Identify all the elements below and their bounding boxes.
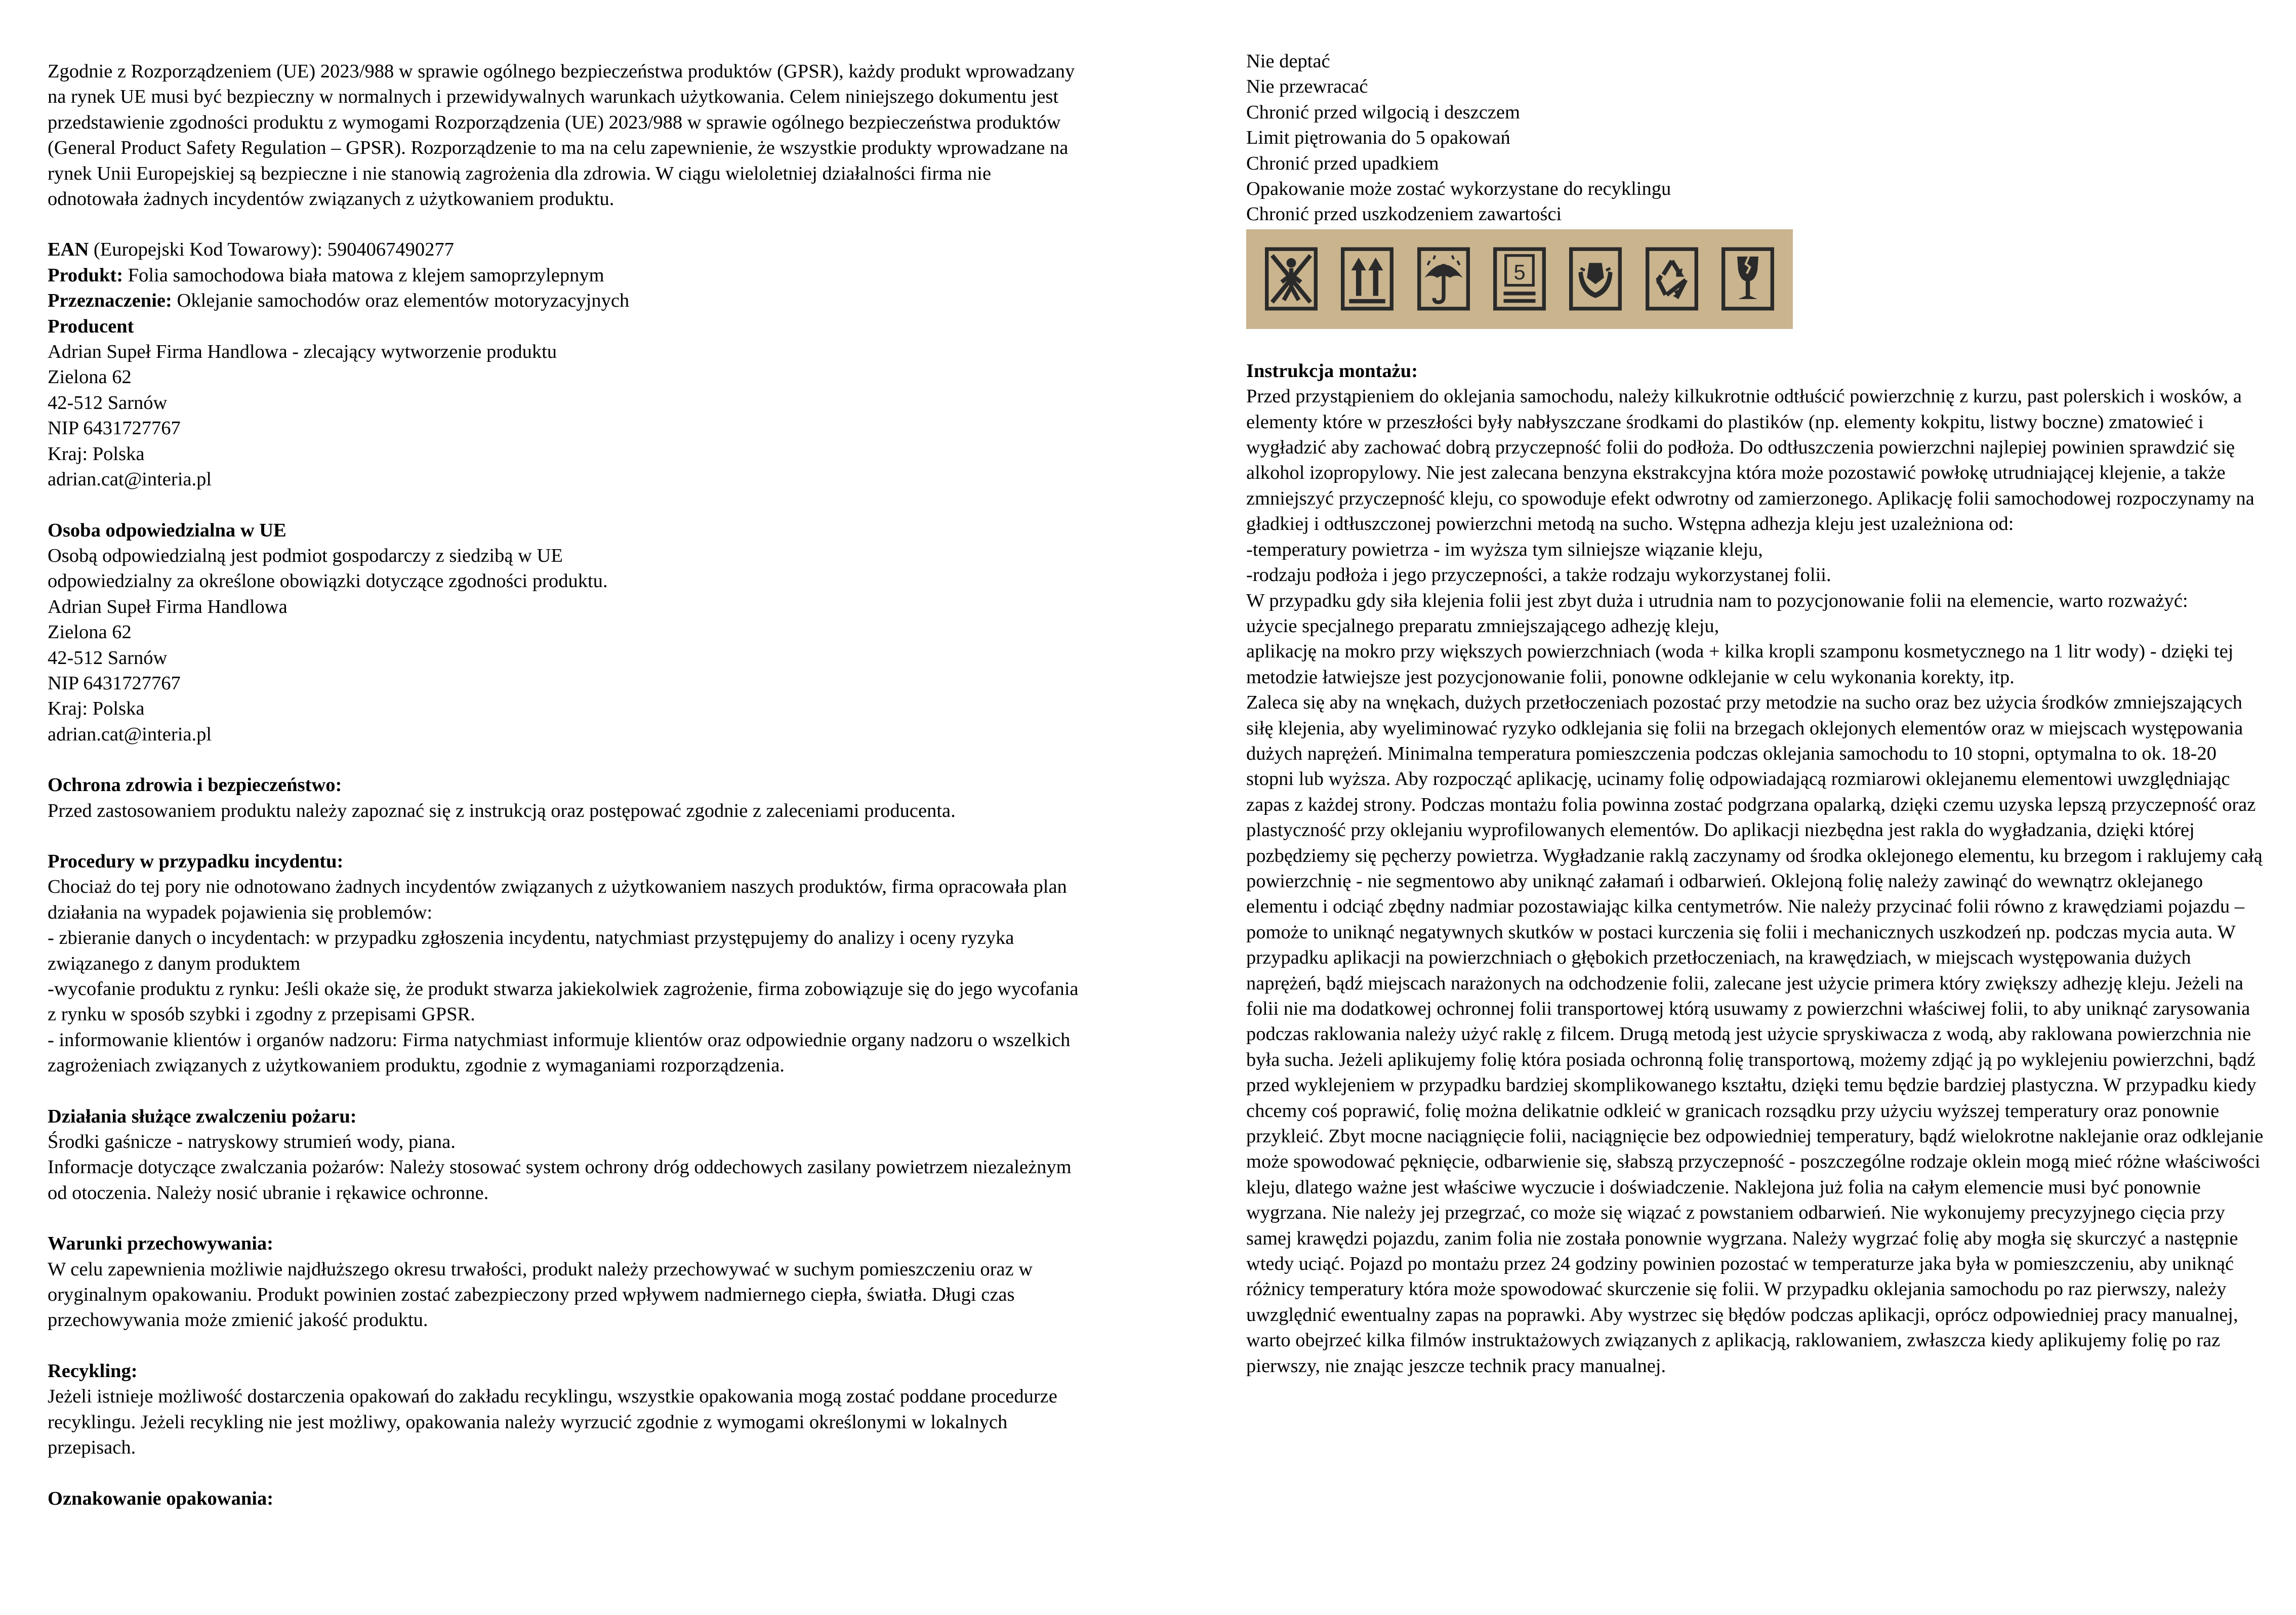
responsible-line: Adrian Supeł Firma Handlowa [48,596,288,617]
producer-line: Kraj: Polska [48,443,145,465]
marking-item: Chronić przed wilgocią i deszczem [1246,101,1520,123]
producer-line: 42-512 Sarnów [48,392,168,413]
ean-label: EAN [48,239,89,261]
responsible-line: Osobą odpowiedzialną jest podmiot gospodarczy z siedzibą w UE [48,545,563,566]
incident-line: - informowanie klientów i organów nadzoru: Firma natychmiast informuje klientów oraz odpowiednie organy nadzoru o wszelkich zagrożeniach związanych z użytkowaniem produktu, zgodnie z wymaganiami rozporządzenia. [48,1029,1071,1076]
purpose-line [48,288,1080,313]
recycle-icon [1645,247,1699,311]
producer-line: NIP 6431727767 [48,418,181,439]
stacking-limit-number: 5 [1513,260,1526,284]
fragile-icon [1721,247,1775,311]
marking-list [1246,49,2264,227]
installation-heading: Instrukcja montażu: [1246,360,1418,382]
stacking-limit-icon [1493,247,1546,311]
incident-heading: Procedury w przypadku incydentu: [48,850,344,872]
purpose-value: Oklejanie samochodów oraz elementów motoryzacyjnych [172,290,630,312]
left-column [48,59,1080,1511]
storage-text: W celu zapewnienia możliwie najdłuższego okresu trwałości, produkt należy przechowywać w suchym pomieszczeniu oraz w oryginalnym opakowaniu. Produkt powinien zostać zabezpieczony przed wpływem nadmiernego ciepła, światła. Długi czas przechowywania może zmienić jakość produktu. [48,1258,1033,1331]
product-line [48,263,1080,288]
installation-line: aplikację na mokro przy większych powierzchniach (woda + kilka kropli szamponu kosmetycznego na 1 litr wody) - dzięki tej metodzie łatwiejsze jest pozycjonowanie folii, ponowne odklejanie w celu wykonania korekty, itp. [1246,641,2234,688]
ean-value: (Europejski Kod Towarowy): 5904067490277 [89,239,454,261]
fire-line: Środki gaśnicze - natryskowy strumień wody, piana. [48,1131,456,1153]
marking-item: Opakowanie może zostać wykorzystane do recyklingu [1246,178,1671,200]
purpose-label: Przeznaczenie: [48,290,172,312]
recycling-text: Jeżeli istnieje możliwość dostarczenia opakowań do zakładu recyklingu, wszystkie opakowania mogą zostać poddane procedurze recyklingu. Jeżeli recykling nie jest możliwy, opakowania należy wyrzucić zgodnie z wymogami określonymi w lokalnych przepisach. [48,1386,1057,1459]
responsible-line: 42-512 Sarnów [48,647,168,669]
recycling-heading: Recykling: [48,1360,138,1382]
responsible-line: Zielona 62 [48,622,132,643]
responsible-line: odpowiedzialny za określone obowiązki dotyczące zgodności produktu. [48,570,608,592]
marking-item: Nie deptać [1246,51,1330,72]
producer-line: Adrian Supeł Firma Handlowa - zlecający wytworzenie produktu [48,341,557,363]
keep-dry-icon [1417,247,1470,311]
storage-heading: Warunki przechowywania: [48,1233,273,1255]
health-heading: Ochrona zdrowia i bezpieczeństwo: [48,774,342,796]
installation-line: użycie specjalnego preparatu zmniejszającego adhezję kleju, [1246,615,1719,637]
producer-block [48,339,1080,492]
marking-item: Nie przewracać [1246,76,1368,98]
responsible-line: NIP 6431727767 [48,672,181,694]
health-text: Przed zastosowaniem produktu należy zapoznać się z instrukcją oraz postępować zgodnie z zaleceniami producenta. [48,800,956,821]
installation-paragraph: Zaleca się aby na wnękach, dużych przetłoczeniach pozostać przy metodzie na sucho oraz bez użycia środków zmniejszających siłę klejenia, aby wyeliminować ryzyko odklejania się folii na brzegach oklejonych elementów oraz w miejscach występowania dużych naprężeń. Minimalna temperatura pomieszczenia podczas oklejania samochodu to 10 stopni, optymalna to ok. 18-20 stopni lub wyższa. Aby rozpocząć aplikację, ucinamy folię odpowiadającą rozmiarowi oklejanemu elementowi uwzględniając zapas z każdej strony. Podczas montażu folia powinna zostać podgrzana opalarką, dzięki czemu uzyska lepszą przyczepność oraz plastyczność przy oklejaniu wyprofilowanych elementów. Do aplikacji niezbędna jest rakla do wygładzania, dzięki której pozbędziemy się pęcherzy powietrza. Wygładzanie raklą zaczynamy od środka oklejonego elementu, ku brzegom i raklujemy całą powierzchnię - nie segmentowo aby uniknąć załamań i odbarwień. Oklejoną folię należy zawinąć do wewnątrz oklejanego elementu i odciąć zbędny nadmiar pozostawiając kilka centymetrów. Nie należy przycinać folii równo z krawędziami pojazdu – pomoże to uniknąć negatywnych skutków w postaci kurczenia się folii i mechanicznych uszkodzeń np. podczas mycia auta. W przypadku aplikacji na powierzchniach o głębokich przetłoczeniach, na krawędziach, w miejscach występowania dużych naprężeń, bądź miejscach narażonych na odchodzenie folii, zalecane jest użycie primera który zwiększy adhezję kleju. Jeżeli na folii nie ma dodatkowej ochronnej folii transportowej którą usuwamy z powierzchni właściwej folii, to aby uniknąć zarysowania podczas raklowania należy użyć raklę z filcem. Drugą metodą jest użycie spryskiwacza z wodą, aby raklowana powierzchnia nie była sucha. Jeżeli aplikujemy folię która posiada ochronną folię transportową, możemy zdjąć ją po wyklejeniu powierzchni, bądź przed wyklejeniem w przypadku bardziej skomplikowanego kształtu, dzięki temu będzie bardziej plastyczna. W przypadku kiedy chcemy coś poprawić, folię można delikatnie odkleić w granicach rozsądku przy użyciu wyższej temperatury oraz ponownie przykleić. Zbyt mocne naciągnięcie folii, naciągnięcie bez odpowiedniej temperatury, bądź wielokrotne naklejanie oraz odklejanie może spowodować pęknięcie, odbarwienie się, słabszą przyczepność - poszczególne rodzaje oklein mogą mieć różne właściwości kleju, dlatego ważne jest właściwe wyczucie i doświadczenie. Naklejona już folia na całym elemencie musi być ponownie wygrzana. Nie należy jej przegrzać, co może się wiązać z powstaniem odbarwień. Nie wykonujemy precyzyjnego cięcia przy samej krawędzi pojazdu, zanim folia nie została ponownie wygrzana. Należy wygrzać folię aby mogła się skurczyć a następnie wtedy uciąć. Pojazd po montażu przez 24 godziny powinien pozostać w temperaturze jaka była w pomieszczeniu, aby uniknąć różnicy temperatury która może spowodować skurczenie się folii. W przypadku oklejania samochodu po raz pierwszy, należy uwzględnić ewentualny zapas na poprawki. Aby wystrzec się błędów podczas aplikacji, oprócz odpowiedniej pracy manualnej, warto obejrzeć kilka filmów instruktażowych związanych z aplikacją, raklowaniem, zwłaszcza kiedy aplikujemy folię po raz pierwszy, nie znając jeszcze technik pracy manualnej. [1246,692,2264,1377]
producer-email: adrian.cat@interia.pl [48,469,212,490]
installation-line: W przypadku gdy siła klejenia folii jest zbyt duża i utrudnia nam to pozycjonowanie folii na elemencie, warto rozważyć: [1246,590,2188,611]
responsible-block [48,543,1080,747]
packaging-heading: Oznakowanie opakowania: [48,1487,274,1509]
responsible-email: adrian.cat@interia.pl [48,723,212,745]
producer-heading: Producent [48,315,134,337]
installation-line: -rodzaju podłoża i jego przyczepności, a także rodzaju wykorzystanej folii. [1246,564,1831,586]
incident-line: - zbieranie danych o incydentach: w przypadku zgłoszenia incydentu, natychmiast przystępujemy do analizy i oceny ryzyka związanego z danym produktem [48,927,1014,974]
intro-paragraph: Zgodnie z Rozporządzeniem (UE) 2023/988 w sprawie ogólnego bezpieczeństwa produktów (GPSR), każdy produkt wprowadzany na rynek UE musi być bezpieczny w normalnych i przewidywalnych warunkach użytkowania. Celem niniejszego dokumentu jest przedstawienie zgodności produktu z wymogami Rozporządzenia (UE) 2023/988 w sprawie ogólnego bezpieczeństwa produktów (General Product Safety Regulation – GPSR). Rozporządzenie to ma na celu zapewnienie, że wszystkie produkty wprowadzane na rynek Unii Europejskiej są bezpieczne i nie stanowią zagrożenia dla zdrowia. W ciągu wieloletniej działalności firma nie odnotowała żadnych incydentów związanych z użytkowaniem produktu. [48,61,1075,210]
fire-heading: Działania służące zwalczeniu pożaru: [48,1105,357,1127]
responsible-heading: Osoba odpowiedzialna w UE [48,519,286,541]
packaging-symbols-strip [1246,229,1793,329]
incident-line: Chociaż do tej pory nie odnotowano żadnych incydentów związanych z użytkowaniem naszych produktów, firma opracowała plan działania na wypadek pojawienia się problemów: [48,876,1067,923]
product-value: Folia samochodowa biała matowa z klejem samoprzylepnym [123,264,604,286]
right-column [1246,49,2264,1379]
installation-line: -temperatury powietrza - im wyższa tym silniejsze wiązanie kleju, [1246,539,1763,560]
incident-line: -wycofanie produktu z rynku: Jeśli okaże się, że produkt stwarza jakiekolwiek zagrożenie, firma zobowiązuje się do jego wycofania z rynku w sposób szybki i zgodny z przepisami GPSR. [48,978,1079,1025]
producer-line: Zielona 62 [48,366,132,388]
do-not-step-icon [1264,247,1318,311]
handle-with-care-icon [1569,247,1622,311]
marking-item: Chronić przed upadkiem [1246,152,1439,174]
product-label: Produkt: [48,264,124,286]
marking-item: Chronić przed uszkodzeniem zawartości [1246,203,1562,225]
installation-paragraph: Przed przystąpieniem do oklejania samochodu, należy kilkukrotnie odtłuścić powierzchnię z kurzu, past polerskich i wosków, a elementy które w przeszłości były nabłyszczane środkami do plastików (np. elementy kokpitu, listwy boczne) zmatowieć i wygładzić aby zachować dobrą przyczepność folii do podłoża. Do odtłuszczenia powierzchni najlepiej powinien sprawdzić się alkohol izopropylowy. Nie jest zalecana benzyna ekstrakcyjna która może pozostawić powłokę utrudniającej klejenie, a także zmniejszyć przyczepność kleju, co spowoduje efekt odwrotny od zamierzonego. Aplikację folii samochodowej rozpoczynamy na gładkiej i odtłuszczonej powierzchni metodą na sucho. Wstępna adhezja kleju jest uzależniona od: [1246,386,2254,535]
ean-line [48,237,1080,262]
responsible-line: Kraj: Polska [48,698,145,720]
fire-line: Informacje dotyczące zwalczania pożarów: Należy stosować system ochrony dróg oddechowych zasilany powietrzem niezależnym od otoczenia. Należy nosić ubranie i rękawice ochronne. [48,1156,1072,1204]
this-way-up-icon [1340,247,1394,311]
marking-item: Limit piętrowania do 5 opakowań [1246,127,1510,149]
